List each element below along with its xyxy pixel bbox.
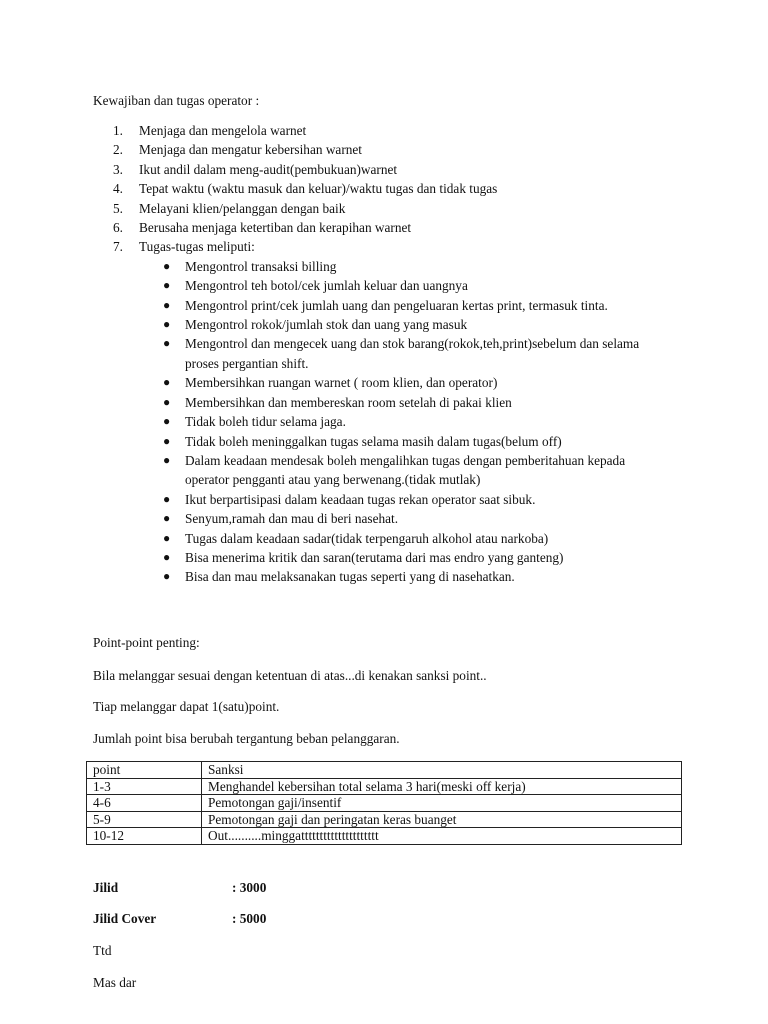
bullet-item [139,432,659,451]
price-line-jilid-cover [93,909,266,928]
price-value: : 5000 [232,911,267,926]
table-row [87,811,682,828]
bullet-item [139,334,659,373]
bullet-item [139,529,659,548]
bullet-icon: ● [163,511,171,526]
list-number: 3. [113,161,123,177]
bullet-icon: ● [163,433,171,448]
list-item [93,121,693,140]
table-cell: Pemotongan gaji dan peringatan keras buanget [202,811,682,828]
bullet-item [139,490,659,509]
table-row [87,795,682,812]
bullet-item-text: Ikut berpartisipasi dalam keadaan tugas rekan operator saat sibuk. [185,491,536,507]
bullet-icon: ● [163,549,171,564]
page-heading: Kewajiban dan tugas operator : [93,93,260,108]
points-title: Point-point penting: [93,635,200,650]
bullet-item [139,567,659,586]
list-item-text: Menjaga dan mengelola warnet [139,123,307,138]
bullet-icon: ● [163,278,171,293]
bullet-item-text: Mengontrol transaksi billing [185,258,337,274]
column-header-sanksi: Sanksi [202,762,682,779]
bullet-icon: ● [163,258,171,273]
bullet-item [139,548,659,567]
bullet-item-text: Bisa dan mau melaksanakan tugas seperti yang di nasehatkan. [185,569,515,585]
bullet-icon: ● [163,336,171,351]
bullet-icon: ● [163,452,171,467]
list-item [93,179,693,198]
list-number: 1. [113,123,123,138]
table-cell: 4-6 [87,795,202,812]
price-value: : 3000 [232,880,267,895]
bullet-item [139,393,659,412]
price-label: Jilid Cover [93,911,157,926]
table-header-row [87,762,682,779]
bullet-item-text: Mengontrol print/cek jumlah uang dan pengeluaran kertas print, termasuk tinta. [185,297,608,313]
list-number: 2. [113,142,123,158]
bullet-item-text: Membersihkan dan membereskan room setelah di pakai klien [185,394,512,410]
bullet-item [139,451,659,490]
list-item [93,237,693,586]
bullet-item-text: Tugas dalam keadaan sadar(tidak terpengaruh alkohol atau narkoba) [185,530,549,546]
sanction-table [86,761,682,845]
bullet-item-text: Tidak boleh tidur selama jaga. [185,414,346,430]
table-row [87,828,682,845]
rule-text: Jumlah point bisa berubah tergantung beban pelanggaran. [93,731,400,746]
bullet-icon: ● [163,297,171,312]
table-cell: Pemotongan gaji/insentif [202,795,682,812]
bullet-icon: ● [163,375,171,390]
ttd-label: Ttd [93,943,112,958]
list-number: 7. [113,239,123,255]
table-cell: 1-3 [87,778,202,795]
price-label: Jilid [93,880,119,895]
list-item [93,199,693,218]
table-row [87,778,682,795]
list-number: 5. [113,200,123,216]
bullet-item-text: Membersihkan ruangan warnet ( room klien, dan operator) [185,375,498,391]
bullet-item-text: Mengontrol rokok/jumlah stok dan uang yang masuk [185,317,468,333]
table-cell: Menghandel kebersihan total selama 3 hari(meski off kerja) [202,778,682,795]
bullet-item-text: Tidak boleh meninggalkan tugas selama masih dalam tugas(belum off) [185,433,562,449]
bullet-icon: ● [163,491,171,506]
table-cell: Out..........minggattttttttttttttttttttt [202,828,682,845]
list-number: 4. [113,181,123,197]
bullet-icon: ● [163,569,171,584]
list-item-text: Tugas-tugas meliputi: [139,239,255,255]
bullet-icon: ● [163,414,171,429]
list-item [93,160,693,179]
bullet-item-text: Bisa menerima kritik dan saran(terutama dari mas endro yang ganteng) [185,549,564,565]
price-line-jilid [93,878,266,897]
list-item [93,218,693,237]
list-item [93,140,693,159]
bullet-item [139,257,659,276]
bullet-icon: ● [163,530,171,545]
signature-name: Mas dar [93,975,137,990]
column-header-point: point [87,762,202,779]
duties-list [93,121,693,587]
bullet-item-text: Senyum,ramah dan mau di beri nasehat. [185,511,399,527]
bullet-item [139,373,659,392]
bullet-item [139,509,659,528]
bullet-item [139,276,659,295]
bullet-item [139,412,659,431]
list-item-text: Berusaha menjaga ketertiban dan kerapihan warnet [139,220,412,236]
bullet-item-text: Mengontrol teh botol/cek jumlah keluar dan uangnya [185,278,468,294]
list-number: 6. [113,220,123,236]
bullet-item [139,315,659,334]
bullet-item [139,296,659,315]
table-cell: 10-12 [87,828,202,845]
bullet-item-text: Mengontrol dan mengecek uang dan stok barang(rokok,teh,print)sebelum dan selama proses pergantian shift. [185,336,640,371]
list-item-text: Tepat waktu (waktu masuk dan keluar)/waktu tugas dan tidak tugas [139,181,498,197]
bullet-item-text: Dalam keadaan mendesak boleh mengalihkan tugas dengan pemberitahuan kepada operator pengganti atau yang berwenang.(tidak mutlak) [185,452,626,488]
rule-text: Tiap melanggar dapat 1(satu)point. [93,699,280,714]
list-item-text: Menjaga dan mengatur kebersihan warnet [139,142,363,158]
list-item-text: Melayani klien/pelanggan dengan baik [139,200,346,216]
bullet-icon: ● [163,317,171,332]
bullet-icon: ● [163,394,171,409]
rule-text: Bila melanggar sesuai dengan ketentuan di atas...di kenakan sanksi point.. [93,668,487,683]
tasks-list [139,257,659,587]
table-cell: 5-9 [87,811,202,828]
list-item-text: Ikut andil dalam meng-audit(pembukuan)warnet [139,161,398,177]
